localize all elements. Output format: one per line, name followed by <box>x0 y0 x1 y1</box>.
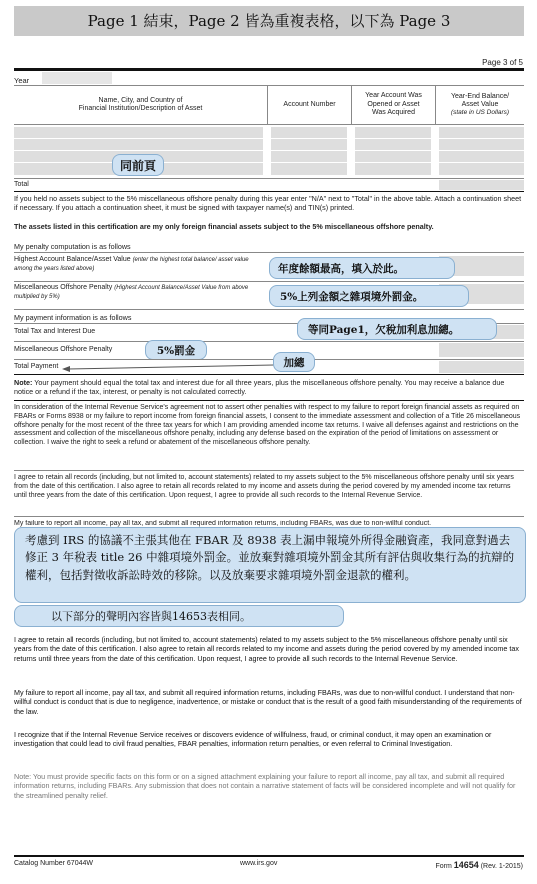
col-header-year-opened: Year Account Was Opened or Asset Was Acquired <box>351 86 435 124</box>
payment-note-label: Note: <box>14 378 33 387</box>
page-number: Page 3 of 5 <box>482 58 523 67</box>
total-label: Total <box>14 181 29 188</box>
misc-penalty-hint: (Highest Account Balance/Asset Value from above multiplied by 5%) <box>14 285 249 300</box>
total-payment-field[interactable] <box>439 361 524 373</box>
no-assets-instructions: If you held no assets subject to the 5% miscellaneous offshore penalty during this year enter "N/A" next to "Total" in the above table. Attach a continuation sheet if necessary. If you attach a continuation sheet, it must be signed with taxpayer name(s) and TIN(s) printed. <box>14 194 522 212</box>
final-note: Note: You must provide specific facts on this form or on a signed attachment explaining your failure to report all income, pay all tax, and submit all required information returns, including FBARs. Any submission that does not contain a narrative statement of facts will be considered incomplete and will not qualify for the streamlined penalty relief. <box>14 772 516 800</box>
col-header-account: Account Number <box>267 86 351 124</box>
year-label: Year <box>14 76 30 85</box>
top-rule <box>14 68 524 71</box>
highest-balance-hint: (enter the highest total balance/ asset value among the years listed above) <box>14 257 249 272</box>
rule <box>14 516 524 517</box>
asset-table-body <box>14 125 524 177</box>
row-divider <box>14 150 524 151</box>
payment-note-text: Your payment should equal the total tax and interest due for all three years, plus the miscellaneous offshore penalty. You may receive a balance due notice or a refund if the tax, interest, or penalty is not calculated correctly. <box>14 378 505 396</box>
failure-partial: My failure to report all income, pay all tax, and submit all required information returns, including FBARs, was due to non-willful conduct. <box>14 520 432 527</box>
year-field[interactable] <box>42 72 112 84</box>
total-payment-label: Total Payment <box>14 363 59 370</box>
rule <box>14 281 524 282</box>
page-banner: Page 1 結束，Page 2 皆為重複表格，以下為 Page 3 <box>14 6 524 36</box>
callout-same-as-14653: 以下部分的聲明內容皆與14653表相同。 <box>14 605 344 627</box>
callout-waiver-summary: 考慮到 IRS 的協議不主張其他在 FBAR 及 8938 表上漏申報境外所得金融資產，我同意對過去修正 3 年稅表 title 26 中雜項境外罰金。並放棄對雜項境外罰金其所有評估與收集行為的抗辯的權利，包括對徵收訴訟時效的移除。以及放棄要求雜項境外罰金退款的權利。 <box>14 527 526 603</box>
penalty-computation-heading: My penalty computation is as follows <box>14 242 131 251</box>
callout-same-as-front: 同前頁 <box>112 154 164 176</box>
rule <box>14 252 524 253</box>
non-willful-paragraph: My failure to report all income, pay all tax, and submit all required information returns, including FBARs, was due to non-willful conduct. I understand that non-willful conduct is conduct that is due to negligence, inadvertence, or mistake or conduct that is the result of a good faith misunderstanding of the requirements of the law. <box>14 688 522 716</box>
catalog-number: Catalog Number 67044W <box>14 860 93 867</box>
rule <box>14 359 524 360</box>
consideration-paragraph: In consideration of the Internal Revenue Service's agreement not to assert other penalties with respect to my failure to report foreign financial assets as required on FBARs or Forms 8938 or my failure to report income from foreign financial assets, I consent to the immediate assessment and collection of a Title 26 miscellaneous offshore penalty for the most recent of the three tax years for which I am providing amended income tax returns. I waive all defenses against and restrictions on the assessment and collection of the miscellaneous offshore penalty, including any defense based on the expiration of the period of limitations on assessment or collection. I waive the right to seek a refund or abatement of the miscellaneous offshore penalty. <box>14 404 521 446</box>
footer-rule <box>14 855 524 857</box>
arrow-icon <box>60 362 275 372</box>
col-header-balance-sub: (state in US Dollars) <box>450 109 510 117</box>
total-tax-label: Total Tax and Interest Due <box>14 328 96 335</box>
callout-penalty-5: 5%罰金 <box>145 340 207 360</box>
callout-sum: 加總 <box>273 352 315 372</box>
total-field[interactable] <box>439 180 524 190</box>
rule <box>14 341 524 342</box>
misc-penalty-text: Miscellaneous Offshore Penalty <box>14 284 113 291</box>
callout-same-page1: 等同Page1，欠稅加利息加總。 <box>297 318 497 340</box>
row-divider <box>14 162 524 163</box>
payment-note <box>14 378 524 396</box>
year-cells[interactable] <box>355 127 431 175</box>
payment-info-heading: My payment information is as follows <box>14 313 132 322</box>
retain-records-paragraph: I agree to retain all records (including, but not limited to, account statements) related to my assets subject to the 5% miscellaneous offshore penalty until six years from the date of this certification. I also agree to retain all records related to my income and assets during the period covered by my amended income tax returns until three years from the date of this certification. Upon request, I agree to provide all such records to the Internal Revenue Service. <box>14 635 519 663</box>
callout-five-percent: 5%上列金額之雜項境外罰金。 <box>269 285 469 307</box>
retain-records-small: I agree to retain all records (including, but not limited to, account statements) related to my assets subject to the 5% miscellaneous offshore penalty until six years from the date of this certification. I also agree to retain all records related to my income and assets during the period covered by my amended income tax returns until three years from the date of this certification. Upon request, I agree to provide all such records to the Internal Revenue Service. <box>14 474 514 499</box>
recognize-paragraph: I recognize that if the Internal Revenue Service receives or discovers evidence of willfulness, fraud, or criminal conduct, it may open an examination or investigation that could lead to civil fraud penalties, FBAR penalties, information return penalties, or even referral to Criminal Investigation. <box>14 730 492 749</box>
highest-balance-text: Highest Account Balance/Asset Value <box>14 256 131 263</box>
form-prefix: Form <box>435 863 454 870</box>
col-header-balance <box>435 86 524 124</box>
form-revision: (Rev. 1-2015) <box>478 863 523 870</box>
irs-website: www.irs.gov <box>240 860 278 867</box>
row-divider <box>14 138 524 139</box>
total-rule <box>14 178 524 179</box>
callout-highest-balance: 年度餘額最高，填入於此。 <box>269 257 455 279</box>
col-header-name: Name, City, and Country of Financial Institution/Description of Asset <box>78 96 203 112</box>
misc-penalty-payment-field[interactable] <box>439 343 524 357</box>
account-cells[interactable] <box>271 127 347 175</box>
rule <box>14 309 524 310</box>
rule <box>14 374 524 375</box>
form-number <box>435 860 523 870</box>
misc-penalty-payment-label: Miscellaneous Offshore Penalty <box>14 346 113 353</box>
rule <box>14 400 524 401</box>
balance-cells[interactable] <box>439 127 524 175</box>
assets-listed-statement: The assets listed in this certification are my only foreign financial assets subject to the 5% miscellaneous offshore penalty. <box>14 222 434 231</box>
misc-penalty-label <box>14 284 268 302</box>
form-id: 14654 <box>453 860 479 870</box>
highest-balance-label <box>14 256 268 274</box>
col-header-balance-title: Year-End Balance/ Asset Value <box>450 92 510 109</box>
rule <box>14 470 524 471</box>
total-bottom-rule <box>14 191 524 192</box>
